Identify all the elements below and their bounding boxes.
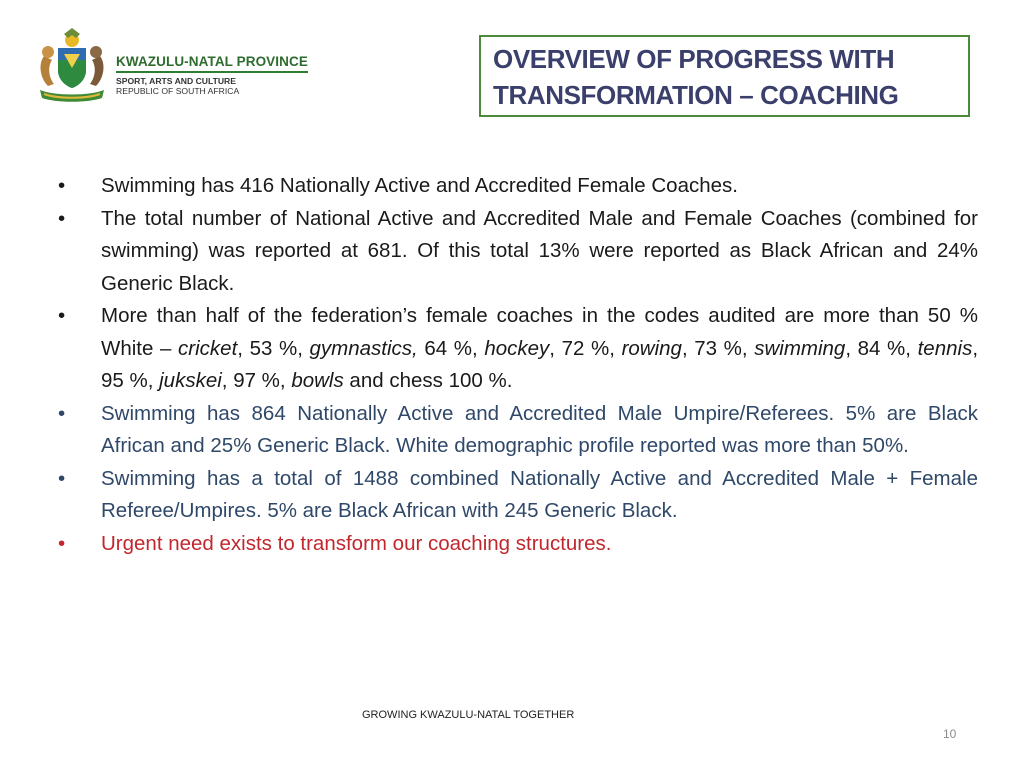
logo-province-name: KWAZULU-NATAL PROVINCE — [116, 54, 308, 73]
bullet-text-italic: swimming — [754, 336, 846, 360]
bullet-marker: • — [58, 531, 66, 555]
bullet-text: Swimming has a total of 1488 combined Nationally Active and Accredited Male + Female Referee/Umpires. 5% are Black African with 245 Generic Black. — [101, 466, 978, 522]
bullet-text-italic: hockey — [484, 336, 550, 360]
page-number: 10 — [943, 727, 957, 741]
bullet-marker: • — [58, 304, 66, 327]
bullet-marker: • — [58, 466, 66, 490]
bullet-item — [58, 203, 978, 301]
bullet-text: Swimming has 864 Nationally Active and Accredited Male Umpire/Referees. 5% are Black African and 25% Generic Black. White demographic profile reported was more than 50%. — [101, 401, 978, 457]
bullet-item — [58, 398, 978, 463]
bullet-text-italic: tennis — [917, 336, 973, 360]
bullet-list — [58, 170, 978, 560]
department-logo — [34, 26, 334, 106]
slide-title-box — [479, 35, 970, 117]
bullet-item — [58, 528, 978, 561]
bullet-marker: • — [58, 206, 66, 230]
bullet-text: and chess 100 %. — [343, 369, 513, 392]
coat-of-arms-icon — [34, 26, 110, 104]
bullet-text: , 53 %, — [237, 336, 310, 360]
bullet-text: Urgent need exists to transform our coaching structures. — [101, 531, 612, 555]
bullet-text: , 95 %, — [101, 336, 979, 392]
bullet-item — [58, 170, 978, 203]
bullet-text-italic: cricket — [178, 336, 238, 360]
slide-title-line-2: TRANSFORMATION – COACHING — [493, 80, 899, 110]
bullet-text: , 97 %, — [221, 369, 292, 392]
bullet-item — [58, 300, 978, 398]
logo-country-name: REPUBLIC OF SOUTH AFRICA — [116, 86, 240, 96]
logo-department-name: SPORT, ARTS AND CULTURE — [116, 76, 236, 86]
bullet-item — [58, 463, 978, 528]
bullet-text: Swimming has 416 Nationally Active and Accredited Female Coaches. — [101, 174, 738, 197]
bullet-text: , 72 %, — [549, 336, 622, 360]
bullet-text: The total number of National Active and Accredited Male and Female Coaches (combined for swimming) was reported at 681. Of this total 13% were reported as Black African and 24% Generic Black. — [101, 206, 978, 295]
slide-title-line-1: OVERVIEW OF PROGRESS WITH — [493, 44, 895, 74]
bullet-text: , 84 %, — [845, 336, 918, 360]
bullet-text: More than half of the federation’s female coaches in the codes audited are more than 50 % White – — [101, 304, 978, 360]
bullet-text-italic: jukskei — [159, 369, 222, 392]
footer-slogan: GROWING KWAZULU-NATAL TOGETHER — [362, 709, 575, 721]
bullet-marker: • — [58, 401, 66, 425]
bullet-marker: • — [58, 174, 66, 197]
bullet-text-italic: gymnastics, — [309, 336, 418, 360]
bullet-text-italic: rowing — [621, 336, 682, 360]
bullet-text-italic: bowls — [291, 369, 344, 392]
bullet-text: 64 %, — [417, 336, 485, 360]
bullet-text: , 73 %, — [681, 336, 755, 360]
